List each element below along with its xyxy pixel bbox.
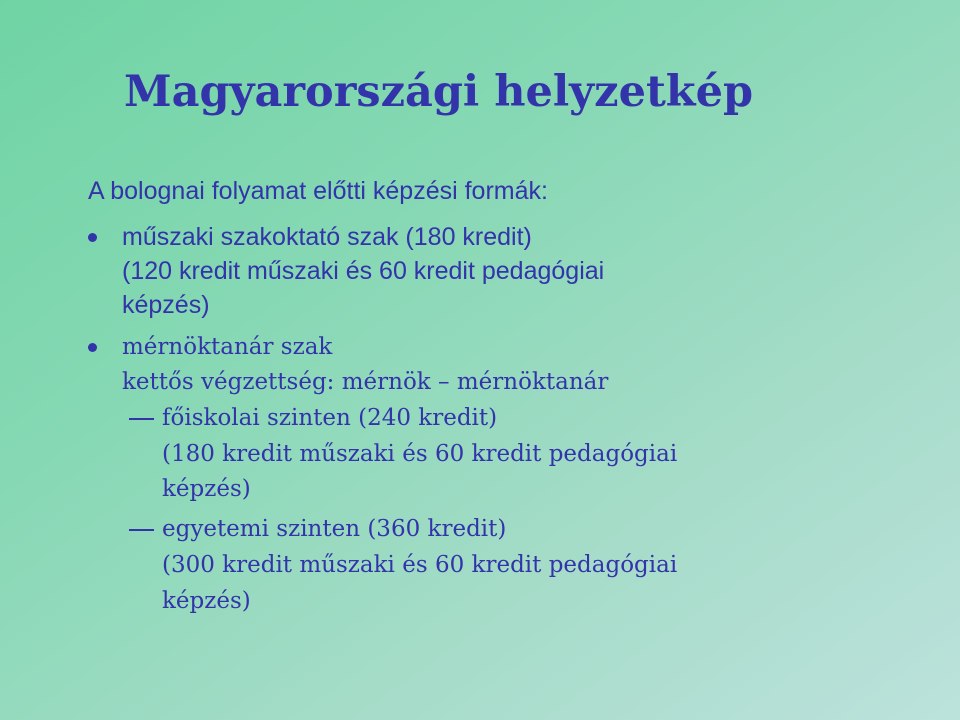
subitem-1-text: főiskolai szinten (240 kredit) (162, 405, 498, 431)
subitem-2-detail-line-1: (300 kredit műszaki és 60 kredit pedagógiai (162, 552, 678, 578)
dash-icon (129, 529, 154, 531)
item-2-detail-line-1: kettős végzettség: mérnök – mérnöktanár (122, 369, 609, 395)
bullet-icon (88, 233, 97, 242)
item-1-text: műszaki szakoktató szak (180 kredit) (122, 223, 532, 251)
dash-icon (129, 418, 154, 420)
subitem-1-detail-line-2: képzés) (162, 476, 251, 502)
slide-title: Magyarországi helyzetkép (124, 67, 754, 117)
item-1-detail-line-2: képzés) (122, 291, 210, 319)
intro-text: A bolognai folyamat előtti képzési formák: (88, 177, 548, 205)
subitem-2-detail-line-2: képzés) (162, 588, 251, 614)
subitem-2-text: egyetemi szinten (360 kredit) (162, 516, 507, 542)
item-2-text: mérnöktanár szak (122, 334, 333, 360)
bullet-icon (88, 343, 97, 352)
item-1-detail-line-1: (120 kredit műszaki és 60 kredit pedagógiai (122, 257, 605, 285)
subitem-1-detail-line-1: (180 kredit műszaki és 60 kredit pedagógiai (162, 441, 678, 467)
